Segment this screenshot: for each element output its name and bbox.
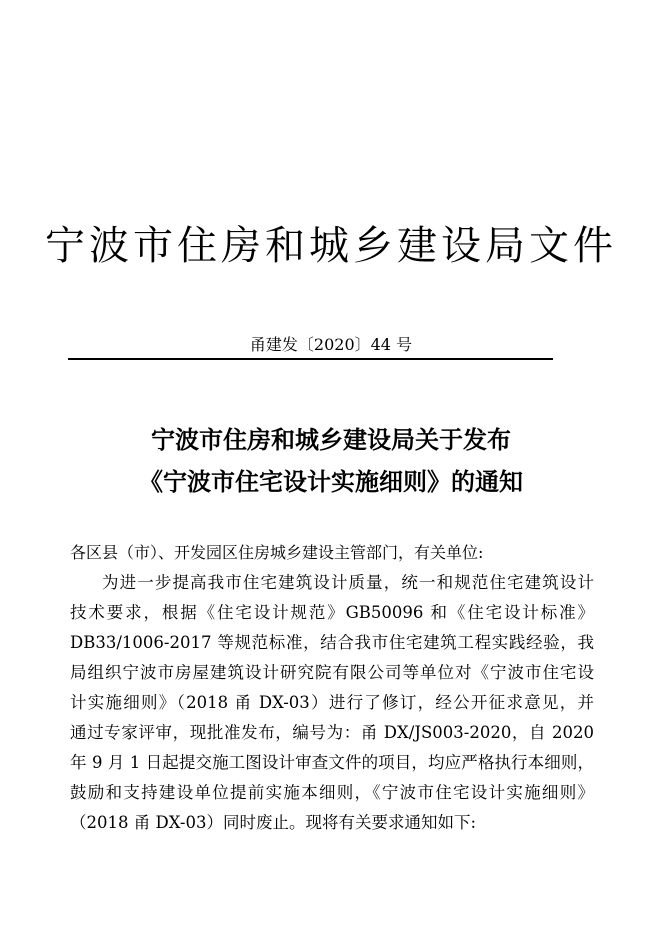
body-text-line: 局组织宁波市房屋建筑设计研究院有限公司等单位对《宁波市住宅设 bbox=[70, 663, 594, 682]
body-text-line: DB33/1006-2017 等规范标准，结合我市住宅建筑工程实践经验，我 bbox=[70, 633, 594, 652]
notice-title-line-2: 《宁波市住宅设计实施细则》的通知 bbox=[139, 467, 523, 496]
body-text-line: 计实施细则》（2018 甬 DX-03）进行了修订，经公开征求意见，并 bbox=[70, 693, 594, 712]
notice-title-line-1: 宁波市住房和城乡建设局关于发布 bbox=[151, 425, 511, 454]
body-text-line: 技术要求，根据《住宅设计规范》GB50096 和《住宅设计标准》 bbox=[70, 603, 594, 622]
header-divider bbox=[68, 358, 553, 360]
body-text-line: 为进一步提高我市住宅建筑设计质量，统一和规范住宅建筑设计 bbox=[102, 573, 594, 592]
agency-document-header: 宁波市住房和城乡建设局文件 bbox=[45, 223, 617, 269]
body-text-line: 鼓励和支持建设单位提前实施本细则，《宁波市住宅设计实施细则》 bbox=[70, 783, 594, 802]
body-text-line: 通过专家评审，现批准发布，编号为：甬 DX/JS003-2020，自 2020 bbox=[70, 723, 594, 742]
addressee-line: 各区县（市）、开发园区住房城乡建设主管部门，有关单位: bbox=[70, 543, 484, 562]
document-number: 甬建发〔2020〕44 号 bbox=[249, 335, 413, 354]
body-text-line: 年 9 月 1 日起提交施工图设计审查文件的项目，均应严格执行本细则， bbox=[70, 753, 594, 772]
body-text-line: （2018 甬 DX-03）同时废止。现将有关要求通知如下: bbox=[70, 813, 476, 832]
